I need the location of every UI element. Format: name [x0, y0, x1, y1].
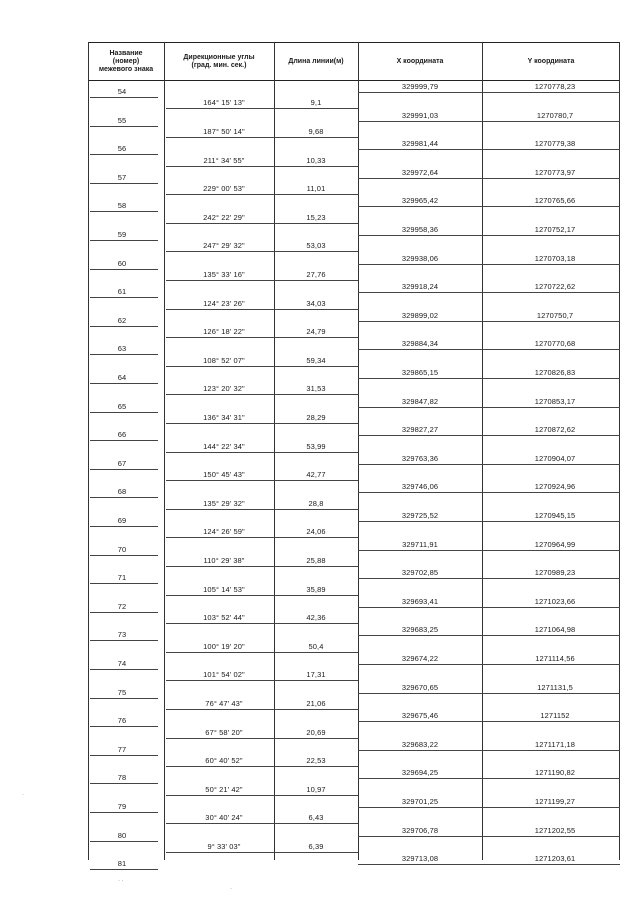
line-length: 53,99 [306, 441, 326, 451]
row-underline [166, 852, 274, 853]
point-name: 78 [117, 773, 127, 783]
x-coordinate: 329884,34 [401, 339, 439, 349]
row-underline [90, 555, 158, 556]
x-coordinate: 329674,22 [401, 654, 439, 663]
row-underline [90, 383, 158, 384]
row-underline [358, 550, 482, 551]
direction-angle: 50° 21' 42" [205, 784, 243, 794]
row-underline [358, 635, 482, 636]
row-underline [358, 121, 482, 122]
x-coordinate: 329683,25 [401, 625, 439, 635]
direction-angle: 30° 40' 24" [205, 813, 243, 823]
point-name: 81 [117, 859, 127, 869]
row-underline [482, 264, 620, 265]
header-y: Y координата [527, 57, 575, 65]
row-underline [482, 578, 620, 579]
row-underline [166, 509, 274, 510]
scan-speck: · [22, 792, 24, 798]
line-length: 10,33 [306, 155, 326, 165]
row-underline [358, 664, 482, 665]
y-coordinate: 1270752,17 [534, 225, 576, 234]
row-underline [358, 435, 482, 436]
row-underline [90, 326, 158, 327]
x-coordinate: 329713,08 [401, 854, 439, 864]
row-underline [166, 537, 274, 538]
row-underline [358, 778, 482, 779]
row-underline [274, 680, 358, 681]
point-name: 76 [117, 716, 127, 726]
row-underline [482, 292, 620, 293]
x-coordinate: 329670,65 [401, 682, 439, 692]
point-name: 75 [117, 687, 127, 697]
row-underline [482, 664, 620, 665]
y-coordinate: 1271202,55 [534, 825, 576, 835]
scan-speck: · [230, 886, 232, 892]
y-coordinate: 1270778,23 [534, 82, 576, 91]
direction-angle: 103° 52' 44" [203, 613, 245, 623]
x-coordinate: 329694,25 [401, 768, 439, 778]
point-name: 73 [117, 630, 127, 640]
x-coordinate: 329763,36 [401, 453, 439, 463]
table-body [88, 42, 620, 869]
x-coordinate: 329702,85 [401, 568, 439, 578]
point-name: 58 [117, 201, 127, 211]
row-underline [90, 297, 158, 298]
row-underline [166, 108, 274, 109]
row-underline [90, 497, 158, 498]
row-underline [358, 235, 482, 236]
y-coordinate: 1271152 [540, 711, 570, 721]
row-underline [358, 464, 482, 465]
row-underline [274, 623, 358, 624]
row-underline [358, 807, 482, 808]
row-underline [358, 292, 482, 293]
row-underline [482, 435, 620, 436]
x-coordinate: 329827,27 [401, 425, 439, 435]
line-length: 35,89 [306, 584, 326, 594]
line-length: 9,68 [308, 126, 324, 136]
line-length: 6,39 [308, 841, 324, 851]
row-underline [90, 869, 158, 870]
header-length: Длина линии(м) [288, 57, 344, 65]
y-coordinate: 1270945,15 [534, 511, 576, 520]
x-coordinate: 329918,24 [401, 282, 439, 292]
row-underline [166, 394, 274, 395]
line-length: 22,53 [306, 756, 326, 766]
row-underline [166, 652, 274, 653]
y-coordinate: 1271064,98 [534, 625, 576, 635]
direction-angle: 242° 22' 29" [203, 212, 245, 222]
row-underline [482, 550, 620, 551]
y-coordinate: 1270770,68 [534, 339, 576, 349]
direction-angle: 9° 33' 03" [207, 841, 241, 851]
line-length: 21,06 [306, 698, 326, 708]
line-length: 42,36 [306, 613, 326, 623]
row-underline [274, 366, 358, 367]
row-underline [274, 480, 358, 481]
direction-angle: 100° 19' 20" [203, 641, 245, 651]
row-underline [166, 166, 274, 167]
row-underline [358, 864, 482, 865]
x-coordinate: 329675,46 [401, 711, 439, 721]
point-name: 57 [117, 172, 127, 182]
row-underline [482, 321, 620, 322]
row-underline [358, 92, 482, 93]
row-underline [274, 852, 358, 853]
row-underline [90, 812, 158, 813]
direction-angle: 105° 14' 53" [203, 584, 245, 594]
line-length: 28,8 [308, 498, 324, 508]
row-underline [274, 709, 358, 710]
row-underline [90, 726, 158, 727]
point-name: 80 [117, 830, 127, 840]
row-underline [358, 178, 482, 179]
row-underline [358, 693, 482, 694]
direction-angle: 108° 52' 07" [203, 355, 245, 365]
point-name: 59 [117, 230, 127, 239]
direction-angle: 124° 26' 59" [203, 527, 245, 537]
y-coordinate: 1270779,38 [534, 139, 576, 149]
row-underline [358, 206, 482, 207]
row-underline [90, 526, 158, 527]
row-underline [482, 121, 620, 122]
row-underline [90, 269, 158, 270]
line-length: 17,31 [306, 670, 326, 680]
y-coordinate: 1270826,83 [534, 368, 576, 377]
x-coordinate: 329965,42 [401, 196, 439, 206]
row-underline [274, 280, 358, 281]
y-coordinate: 1270780,7 [536, 110, 574, 120]
row-underline [166, 623, 274, 624]
direction-angle: 150° 45' 43" [203, 470, 245, 480]
line-length: 31,53 [306, 384, 326, 394]
row-underline [90, 583, 158, 584]
direction-angle: 76° 47' 43" [205, 698, 243, 708]
header-name: Название (номер) межевого знака [98, 49, 154, 73]
y-coordinate: 1271199,27 [534, 797, 576, 806]
row-underline [482, 836, 620, 837]
row-underline [358, 492, 482, 493]
row-underline [274, 509, 358, 510]
y-coordinate: 1270853,17 [534, 396, 576, 406]
y-coordinate: 1271171,18 [534, 739, 576, 749]
x-coordinate: 329865,15 [401, 368, 439, 377]
direction-angle: 211° 34' 55" [203, 155, 245, 165]
point-name: 79 [117, 802, 127, 811]
point-name: 62 [117, 315, 127, 325]
row-underline [274, 652, 358, 653]
row-underline [482, 635, 620, 636]
y-coordinate: 1270904,07 [534, 453, 576, 463]
direction-angle: 135° 29' 32" [203, 498, 245, 508]
point-name: 67 [117, 458, 127, 468]
line-length: 50,4 [308, 641, 324, 651]
line-length: 42,77 [306, 470, 326, 480]
row-underline [274, 423, 358, 424]
x-coordinate: 329999,79 [401, 82, 439, 91]
y-coordinate: 1270989,23 [534, 568, 576, 578]
row-underline [482, 693, 620, 694]
point-name: 69 [117, 516, 127, 525]
direction-angle: 187° 50' 14" [203, 126, 245, 136]
row-underline [90, 669, 158, 670]
y-coordinate: 1270773,97 [534, 167, 576, 177]
row-underline [482, 492, 620, 493]
row-underline [482, 235, 620, 236]
direction-angle: 123° 20' 32" [203, 384, 245, 394]
direction-angle: 101° 54' 02" [203, 670, 245, 680]
x-coordinate: 329899,02 [401, 310, 439, 320]
x-coordinate: 329706,78 [401, 825, 439, 835]
direction-angle: 229° 00' 53" [203, 184, 245, 194]
y-coordinate: 1271190,82 [534, 768, 576, 778]
point-name: 65 [117, 401, 127, 411]
x-coordinate: 329847,82 [401, 396, 439, 406]
line-length: 15,23 [306, 212, 326, 222]
y-coordinate: 1271131,5 [537, 682, 573, 692]
point-name: 71 [117, 573, 127, 583]
row-underline [482, 807, 620, 808]
line-length: 10,97 [306, 784, 326, 794]
row-underline [274, 194, 358, 195]
point-name: 70 [117, 544, 127, 554]
line-length: 6,43 [308, 813, 324, 823]
x-coordinate: 329683,22 [401, 739, 439, 749]
y-coordinate: 1270964,99 [534, 539, 576, 549]
row-underline [482, 750, 620, 751]
direction-angle: 60° 40' 52" [205, 756, 243, 766]
line-length: 20,69 [306, 727, 326, 737]
x-coordinate: 329693,41 [401, 596, 439, 606]
y-coordinate: 1270872,62 [534, 425, 576, 435]
row-underline [482, 349, 620, 350]
row-underline [166, 251, 274, 252]
line-length: 28,29 [306, 412, 326, 422]
row-underline [482, 378, 620, 379]
x-coordinate: 329972,64 [401, 167, 439, 177]
row-underline [274, 166, 358, 167]
row-underline [166, 366, 274, 367]
row-underline [90, 97, 158, 98]
row-underline [274, 452, 358, 453]
point-name: 63 [117, 344, 127, 354]
row-underline [90, 640, 158, 641]
point-name: 60 [117, 258, 127, 268]
row-underline [90, 412, 158, 413]
row-underline [274, 394, 358, 395]
row-underline [482, 607, 620, 608]
line-length: 11,01 [306, 184, 326, 194]
row-underline [274, 766, 358, 767]
x-coordinate: 329991,03 [401, 110, 439, 120]
direction-angle: 247° 29' 32" [203, 241, 245, 251]
point-name: 77 [117, 744, 127, 754]
row-underline [482, 407, 620, 408]
row-underline [358, 750, 482, 751]
point-name: 64 [117, 373, 127, 382]
row-underline [90, 783, 158, 784]
row-underline [90, 211, 158, 212]
x-coordinate: 329711,91 [402, 539, 438, 549]
line-length: 24,79 [306, 327, 326, 337]
header-angle: Дирекционные углы (град. мин. сек.) [183, 53, 255, 69]
point-name: 68 [117, 487, 127, 497]
x-coordinate: 329938,06 [401, 253, 439, 263]
row-underline [274, 309, 358, 310]
row-underline [274, 337, 358, 338]
row-underline [166, 452, 274, 453]
row-underline [274, 795, 358, 796]
row-underline [482, 864, 620, 865]
row-underline [274, 223, 358, 224]
row-underline [166, 280, 274, 281]
row-underline [166, 766, 274, 767]
line-length: 25,88 [306, 555, 326, 565]
point-name: 54 [117, 87, 127, 96]
row-underline [166, 823, 274, 824]
row-underline [358, 321, 482, 322]
y-coordinate: 1270750,7 [536, 310, 574, 320]
row-underline [482, 92, 620, 93]
row-underline [358, 264, 482, 265]
line-length: 34,03 [306, 298, 326, 308]
y-coordinate: 1271203,61 [534, 854, 576, 864]
x-coordinate: 329958,36 [401, 225, 439, 234]
y-coordinate: 1271114,56 [535, 654, 575, 663]
row-underline [274, 738, 358, 739]
row-underline [90, 612, 158, 613]
row-underline [166, 423, 274, 424]
row-underline [90, 841, 158, 842]
direction-angle: 164° 15' 13" [203, 98, 245, 108]
row-underline [166, 795, 274, 796]
x-coordinate: 329746,06 [401, 482, 439, 492]
row-underline [90, 240, 158, 241]
row-underline [166, 680, 274, 681]
row-underline [274, 108, 358, 109]
y-coordinate: 1270722,62 [534, 282, 576, 292]
row-underline [482, 778, 620, 779]
row-underline [166, 480, 274, 481]
row-underline [166, 194, 274, 195]
row-underline [358, 407, 482, 408]
direction-angle: 144° 22' 34" [203, 441, 245, 451]
row-underline [166, 566, 274, 567]
row-underline [482, 178, 620, 179]
y-coordinate: 1270703,18 [534, 253, 576, 263]
row-underline [358, 607, 482, 608]
row-underline [90, 469, 158, 470]
line-length: 53,03 [306, 241, 326, 251]
row-underline [166, 309, 274, 310]
x-coordinate: 329981,44 [401, 139, 439, 149]
direction-angle: 136° 34' 31" [203, 412, 245, 422]
direction-angle: 124° 23' 26" [203, 298, 245, 308]
row-underline [274, 566, 358, 567]
line-length: 24,06 [306, 527, 326, 537]
row-underline [358, 578, 482, 579]
row-underline [274, 251, 358, 252]
direction-angle: 110° 29' 38" [203, 555, 245, 565]
row-underline [166, 709, 274, 710]
row-underline [358, 378, 482, 379]
point-name: 74 [117, 659, 127, 668]
line-length: 9,1 [310, 98, 322, 108]
x-coordinate: 329701,25 [401, 797, 439, 806]
x-coordinate: 329725,52 [401, 511, 439, 520]
header-x: X координата [396, 57, 444, 65]
point-name: 56 [117, 144, 127, 154]
row-underline [482, 206, 620, 207]
y-coordinate: 1271023,66 [534, 596, 576, 606]
row-underline [274, 595, 358, 596]
row-underline [274, 823, 358, 824]
row-underline [482, 521, 620, 522]
row-underline [90, 354, 158, 355]
row-underline [358, 521, 482, 522]
row-underline [482, 464, 620, 465]
row-underline [274, 137, 358, 138]
row-underline [482, 149, 620, 150]
point-name: 55 [117, 115, 127, 125]
direction-angle: 126° 18' 22" [203, 327, 245, 337]
row-underline [166, 738, 274, 739]
line-length: 27,76 [306, 269, 326, 279]
point-name: 72 [117, 601, 127, 611]
row-underline [166, 137, 274, 138]
row-underline [358, 721, 482, 722]
row-underline [482, 721, 620, 722]
direction-angle: 135° 33' 16" [203, 269, 245, 279]
row-underline [90, 154, 158, 155]
row-underline [90, 698, 158, 699]
row-underline [274, 537, 358, 538]
row-underline [358, 836, 482, 837]
row-underline [358, 149, 482, 150]
scan-speck: · · [118, 878, 124, 884]
point-name: 61 [117, 287, 127, 297]
coordinate-table [88, 42, 620, 869]
point-name: 66 [117, 430, 127, 440]
direction-angle: 67° 58' 20" [205, 727, 243, 737]
y-coordinate: 1270765,66 [534, 196, 576, 206]
row-underline [166, 595, 274, 596]
row-underline [90, 183, 158, 184]
row-underline [90, 755, 158, 756]
row-underline [90, 440, 158, 441]
row-underline [166, 337, 274, 338]
row-underline [358, 349, 482, 350]
row-underline [166, 223, 274, 224]
row-underline [90, 126, 158, 127]
y-coordinate: 1270924,96 [534, 482, 576, 492]
line-length: 59,34 [306, 355, 326, 365]
